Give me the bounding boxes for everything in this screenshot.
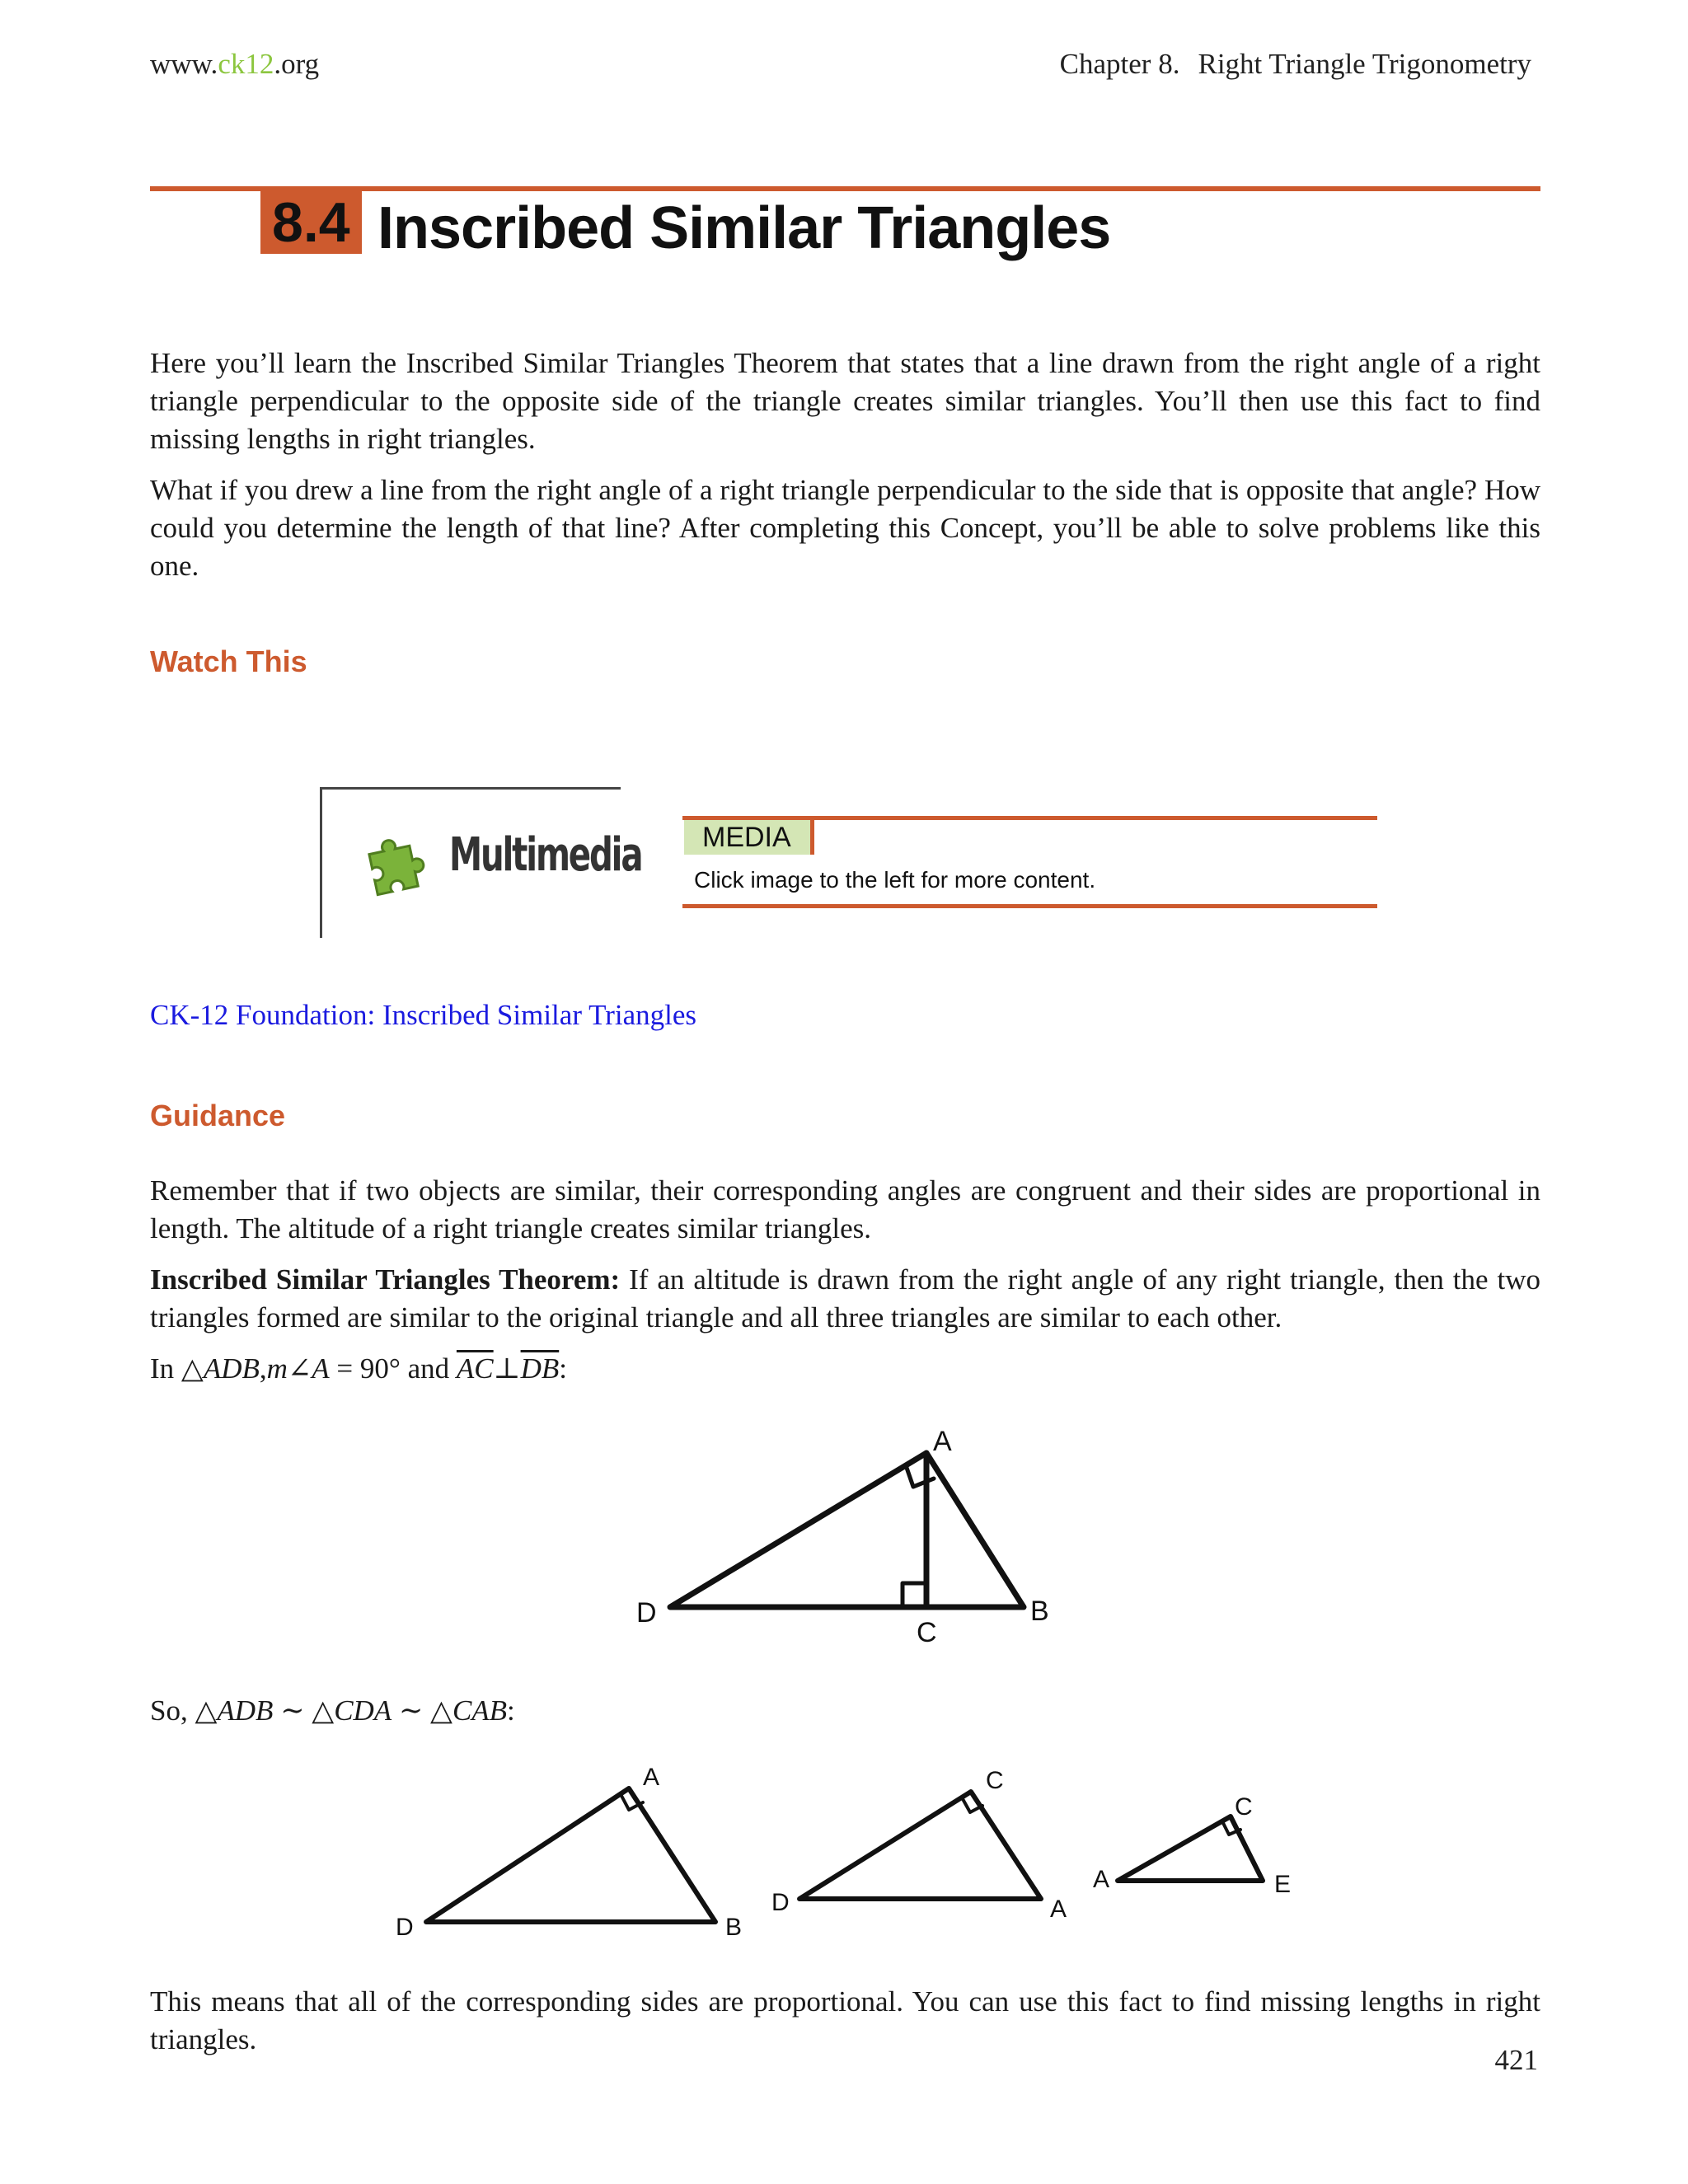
so-colon: : — [507, 1694, 515, 1727]
label-a: A — [933, 1426, 952, 1457]
given-measure: m — [266, 1352, 288, 1385]
site-url[interactable] — [150, 48, 319, 81]
segment-ac: $\overline{AC}$ — [456, 1352, 494, 1385]
section-number: 8.4 — [260, 191, 362, 254]
site-prefix: www. — [150, 48, 218, 80]
t1-label-d: D — [396, 1914, 414, 1941]
theorem-text: If an altitude is drawn from the right angle of any right triangle, then the two triangles formed are similar to the original triangle and all three triangles are similar to each other. — [150, 1263, 1540, 1333]
triangle-1 — [426, 1788, 715, 1922]
t1-label-a: A — [643, 1764, 660, 1791]
closing-paragraph: This means that all of the corresponding sides are proportional. You can use this fact to find missing lengths in right triangles. — [150, 1985, 1540, 2055]
label-d: D — [636, 1597, 657, 1629]
media-label: MEDIA — [684, 820, 814, 855]
theorem-paragraph — [150, 1261, 1540, 1337]
similar-symbol-1: ∼ △ — [273, 1694, 335, 1727]
label-b: B — [1030, 1596, 1049, 1627]
right-angle-mark-c — [903, 1583, 926, 1607]
given-vertex: A — [312, 1352, 330, 1385]
chapter-title: Right Triangle Trigonometry — [1198, 48, 1531, 80]
given-and: and — [400, 1352, 457, 1385]
triangle-3 — [1118, 1816, 1263, 1881]
chapter-header — [1060, 48, 1531, 81]
t3-label-a: A — [1093, 1866, 1110, 1893]
multimedia-label: Multimedia — [449, 828, 642, 882]
angle-symbol: ∠ — [287, 1352, 312, 1385]
section-title: Inscribed Similar Triangles — [377, 195, 1111, 261]
site-suffix: .org — [274, 48, 320, 80]
given-statement — [150, 1350, 1540, 1388]
triangle-adb-name: ADB — [217, 1694, 274, 1727]
triangle-adb — [670, 1453, 1024, 1607]
page-number: 421 — [1494, 2044, 1538, 2076]
site-brand: ck12 — [218, 48, 274, 80]
t3-label-c: C — [1235, 1793, 1253, 1821]
intro-paragraph-2: What if you drew a line from the right angle of a right triangle perpendicular to the side that is opposite that angle? How could you determine the length of that line? After completing this Concept, you’ll be able to solve problems like this one. — [150, 474, 1540, 582]
given-triangle: ADB — [203, 1352, 260, 1385]
triangle-2 — [799, 1792, 1041, 1899]
similarity-statement — [150, 1692, 1540, 1730]
chapter-number: Chapter 8. — [1059, 48, 1180, 80]
given-colon: : — [559, 1352, 567, 1385]
t3-label-e: E — [1274, 1871, 1292, 1898]
t2-label-c: C — [986, 1767, 1004, 1794]
foundation-link[interactable]: CK-12 Foundation: Inscribed Similar Triangles — [150, 999, 697, 1031]
media-note: Click image to the left for more content. — [694, 867, 1096, 893]
right-angle-mark-a — [906, 1465, 934, 1487]
guidance-heading: Guidance — [150, 1099, 286, 1132]
triangle-cab-name: CAB — [452, 1694, 508, 1727]
media-callout — [682, 816, 1377, 908]
media-bottom-rule — [682, 904, 1377, 908]
given-comma: , — [259, 1352, 267, 1385]
guidance-paragraph: Remember that if two objects are similar, their corresponding angles are congruent and their sides are proportional in length. The altitude of a right triangle creates similar triangles. — [150, 1174, 1540, 1244]
theorem-name: Inscribed Similar Triangles Theorem: — [150, 1263, 621, 1296]
intro-paragraph-1: Here you’ll learn the Inscribed Similar Triangles Theorem that states that a line drawn from the right angle of a right triangle perpendicular to the opposite side of the triangle creates similar triangles. You’ll then use this fact to find missing lengths in right triangles. — [150, 347, 1540, 455]
given-equals: = 90° — [329, 1352, 401, 1385]
similar-symbol-2: ∼ △ — [392, 1694, 452, 1727]
triangle-cda-name: CDA — [334, 1694, 392, 1727]
segment-db: $\overline{DB}$ — [520, 1352, 560, 1385]
t2-label-a: A — [1050, 1896, 1067, 1923]
t2-label-d: D — [771, 1889, 790, 1916]
altitude-diagram — [610, 1418, 1104, 1665]
given-prefix: In △ — [150, 1352, 204, 1385]
label-c: C — [917, 1617, 937, 1648]
so-prefix: So, △ — [150, 1694, 218, 1727]
t1-label-b: B — [725, 1914, 743, 1941]
watch-heading: Watch This — [150, 644, 307, 678]
perpendicular-symbol: ⊥ — [493, 1352, 521, 1385]
puzzle-icon — [363, 831, 429, 897]
similar-triangles-diagram — [379, 1755, 1335, 1945]
